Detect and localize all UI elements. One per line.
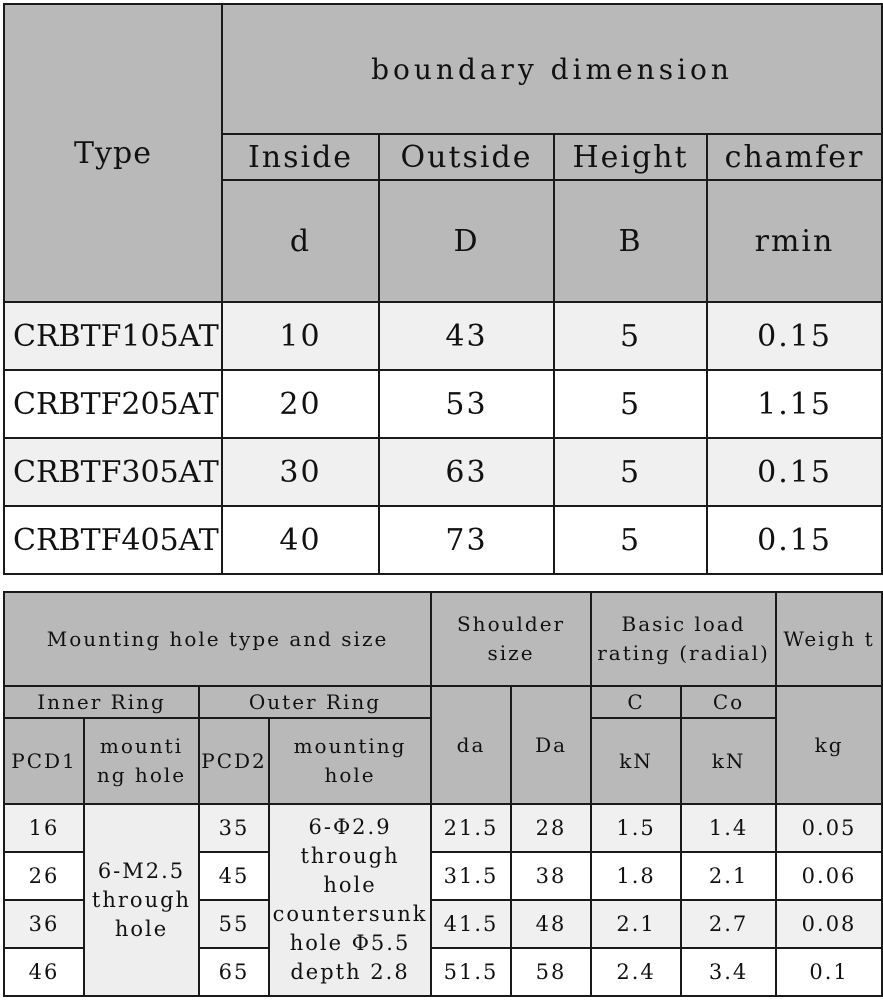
Da-cell: 28 xyxy=(511,804,591,852)
c-cell: 2.4 xyxy=(591,948,681,996)
pcd2-cell: 35 xyxy=(199,804,269,852)
outside-cell: 63 xyxy=(379,438,554,506)
height-cell: 5 xyxy=(554,370,707,438)
c-header: C xyxy=(591,686,681,718)
co-cell: 3.4 xyxy=(681,948,776,996)
type-cell: CRBTF105AT xyxy=(4,302,222,370)
symbol-rmin: rmin xyxy=(707,180,882,302)
shoulder-size-header: Shoulder size xyxy=(431,592,591,686)
da-cell: 51.5 xyxy=(431,948,511,996)
chamfer-cell: 0.15 xyxy=(707,506,882,574)
table-row xyxy=(4,302,882,370)
type-cell: CRBTF205AT xyxy=(4,370,222,438)
table-row xyxy=(4,370,882,438)
chamfer-cell: 1.15 xyxy=(707,370,882,438)
table-row xyxy=(4,804,882,852)
height-header: Height xyxy=(554,134,707,180)
outer-mounting-hole-header: mounting hole xyxy=(269,718,431,804)
inside-cell: 40 xyxy=(222,506,379,574)
co-cell: 2.1 xyxy=(681,852,776,900)
kg-header: kg xyxy=(776,686,882,804)
kg-cell: 0.05 xyxy=(776,804,882,852)
co-cell: 1.4 xyxy=(681,804,776,852)
outside-cell: 53 xyxy=(379,370,554,438)
inner-ring-header: Inner Ring xyxy=(4,686,199,718)
height-cell: 5 xyxy=(554,506,707,574)
outside-cell: 43 xyxy=(379,302,554,370)
kg-cell: 0.08 xyxy=(776,900,882,948)
da-cell: 31.5 xyxy=(431,852,511,900)
c-unit-header: kN xyxy=(591,718,681,804)
pcd2-cell: 65 xyxy=(199,948,269,996)
type-cell: CRBTF405AT xyxy=(4,506,222,574)
Da-header: Da xyxy=(511,686,591,804)
chamfer-header: chamfer xyxy=(707,134,882,180)
inside-header: Inside xyxy=(222,134,379,180)
pcd1-cell: 36 xyxy=(4,900,84,948)
pcd2-cell: 45 xyxy=(199,852,269,900)
kg-cell: 0.1 xyxy=(776,948,882,996)
chamfer-cell: 0.15 xyxy=(707,438,882,506)
basic-load-rating-header: Basic load rating (radial) xyxy=(591,592,776,686)
pcd2-cell: 55 xyxy=(199,900,269,948)
outside-header: Outside xyxy=(379,134,554,180)
boundary-dimension-table xyxy=(3,3,883,575)
pcd2-header: PCD2 xyxy=(199,718,269,804)
pcd1-cell: 16 xyxy=(4,804,84,852)
type-cell: CRBTF305AT xyxy=(4,438,222,506)
symbol-B: B xyxy=(554,180,707,302)
c-cell: 2.1 xyxy=(591,900,681,948)
outside-cell: 73 xyxy=(379,506,554,574)
c-cell: 1.8 xyxy=(591,852,681,900)
height-cell: 5 xyxy=(554,438,707,506)
mounting-spec-table xyxy=(3,591,883,997)
outer-ring-header: Outer Ring xyxy=(199,686,431,718)
table-row xyxy=(4,506,882,574)
mounting-hole-header: Mounting hole type and size xyxy=(4,592,431,686)
table-row xyxy=(4,438,882,506)
da-header: da xyxy=(431,686,511,804)
kg-cell: 0.06 xyxy=(776,852,882,900)
outer-mounting-hole-value: 6-Φ2.9 through hole countersunk hole Φ5.5 depth 2.8 xyxy=(269,804,431,996)
boundary-dimension-header: boundary dimension xyxy=(222,4,882,134)
pcd1-cell: 26 xyxy=(4,852,84,900)
c-cell: 1.5 xyxy=(591,804,681,852)
symbol-D: D xyxy=(379,180,554,302)
da-cell: 41.5 xyxy=(431,900,511,948)
pcd1-cell: 46 xyxy=(4,948,84,996)
type-header: Type xyxy=(4,4,222,302)
da-cell: 21.5 xyxy=(431,804,511,852)
inside-cell: 10 xyxy=(222,302,379,370)
symbol-d: d xyxy=(222,180,379,302)
inner-mounting-hole-header: mounti ng hole xyxy=(84,718,199,804)
inner-mounting-hole-value: 6-M2.5 through hole xyxy=(84,804,199,996)
Da-cell: 38 xyxy=(511,852,591,900)
co-cell: 2.7 xyxy=(681,900,776,948)
Da-cell: 48 xyxy=(511,900,591,948)
weight-header: Weigh t xyxy=(776,592,882,686)
height-cell: 5 xyxy=(554,302,707,370)
co-unit-header: kN xyxy=(681,718,776,804)
inside-cell: 30 xyxy=(222,438,379,506)
chamfer-cell: 0.15 xyxy=(707,302,882,370)
inside-cell: 20 xyxy=(222,370,379,438)
Da-cell: 58 xyxy=(511,948,591,996)
co-header: Co xyxy=(681,686,776,718)
pcd1-header: PCD1 xyxy=(4,718,84,804)
